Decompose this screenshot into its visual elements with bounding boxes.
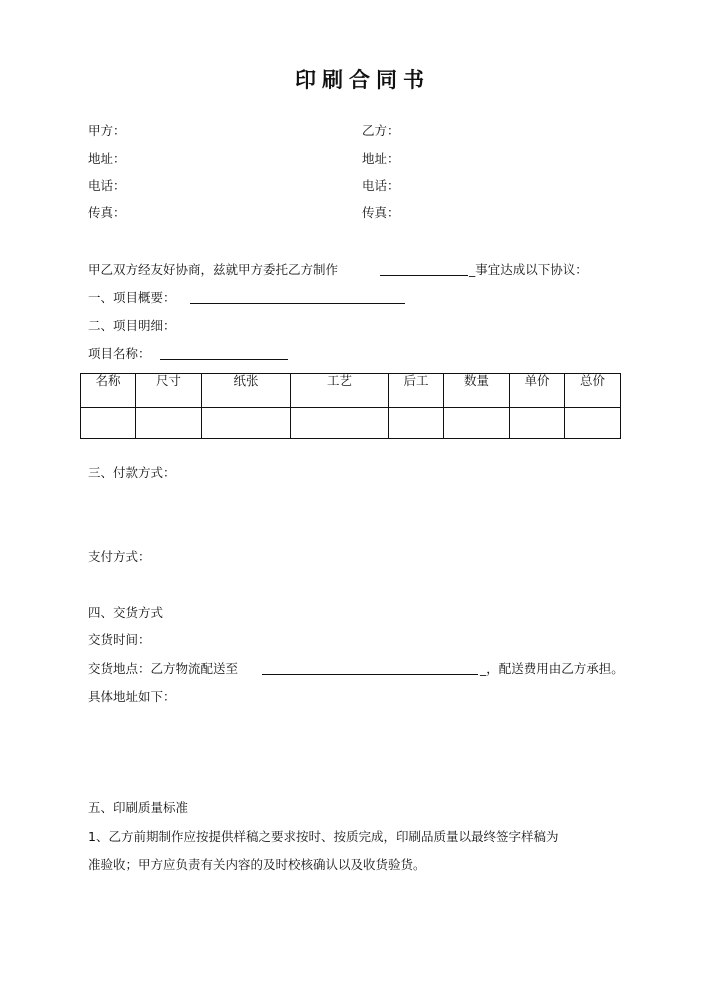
delivery-place-text-end: _，配送费用由乙方承担。 — [480, 661, 624, 676]
party-b-fax-label: 传真： — [362, 205, 400, 220]
table-header-cell: 总价 — [565, 374, 621, 408]
table-cell — [510, 408, 565, 439]
table-cell — [444, 408, 510, 439]
item-detail-table — [80, 373, 621, 439]
table-header-row — [81, 374, 621, 408]
table-cell — [389, 408, 444, 439]
table-cell — [565, 408, 621, 439]
section-2-heading: 二、项目明细： — [88, 318, 176, 333]
project-summary-blank-line — [190, 303, 405, 304]
table-cell — [202, 408, 291, 439]
party-b-address-label: 地址： — [362, 151, 400, 166]
table-header-cell: 尺寸 — [136, 374, 202, 408]
table-header-cell: 工艺 — [291, 374, 389, 408]
party-a-fax-label: 传真： — [88, 205, 126, 220]
delivery-place-blank-line — [262, 674, 478, 675]
table-cell — [136, 408, 202, 439]
address-detail-label: 具体地址如下： — [88, 689, 176, 704]
table-header-cell: 数量 — [444, 374, 510, 408]
section-4-heading: 四、交货方式 — [88, 605, 164, 620]
table-row — [81, 408, 621, 439]
table-header-cell: 纸张 — [202, 374, 291, 408]
delivery-place-text-start: 交货地点：乙方物流配送至 — [88, 661, 239, 676]
party-a-address-label: 地址： — [88, 151, 126, 166]
party-a-label: 甲方： — [88, 123, 126, 138]
party-b-label: 乙方： — [362, 123, 400, 138]
party-b-phone-label: 电话： — [362, 178, 400, 193]
section-3-heading: 三、付款方式： — [88, 465, 176, 480]
party-a-phone-label: 电话： — [88, 178, 126, 193]
payment-method-label: 支付方式： — [88, 549, 151, 564]
project-name-blank-line — [160, 359, 288, 360]
intro-blank-line — [380, 275, 468, 276]
document-title: 印刷合同书 — [295, 67, 430, 92]
table-header-cell: 后工 — [389, 374, 444, 408]
section-1-heading: 一、项目概要： — [88, 290, 176, 305]
project-name-label: 项目名称： — [88, 346, 151, 361]
table-cell — [81, 408, 136, 439]
section-5-heading: 五、印刷质量标准 — [88, 800, 189, 815]
clause-1-line-2: 准验收；甲方应负责有关内容的及时校核确认以及收货验货。 — [88, 857, 426, 872]
table-header-cell: 单价 — [510, 374, 565, 408]
intro-text-end: _事宜达成以下协议： — [469, 262, 588, 277]
delivery-time-label: 交货时间： — [88, 632, 151, 647]
table-header-cell: 名称 — [81, 374, 136, 408]
intro-text-start: 甲乙双方经友好协商，兹就甲方委托乙方制作 — [88, 262, 339, 277]
clause-1-line-1: 1、乙方前期制作应按提供样稿之要求按时、按质完成，印刷品质量以最终签字样稿为 — [88, 829, 559, 844]
table-cell — [291, 408, 389, 439]
